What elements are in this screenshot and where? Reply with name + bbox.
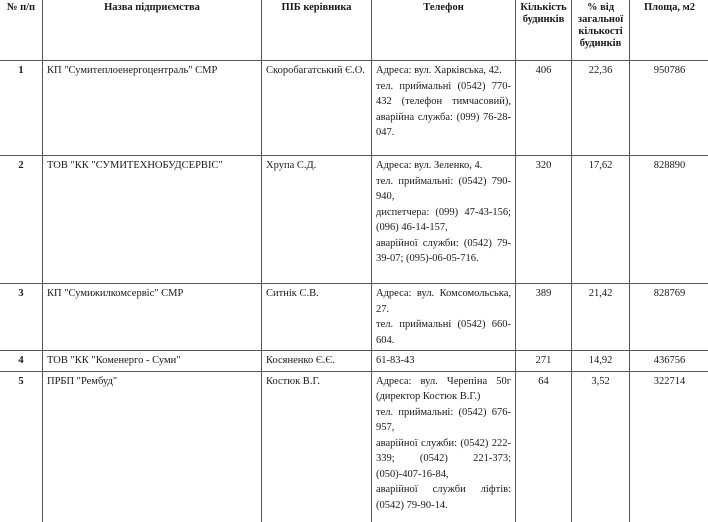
cell-phone <box>372 61 516 156</box>
phone-line: Адреса: вул. Зеленко, 4. <box>376 160 483 171</box>
cell-area: 950786 <box>630 61 708 156</box>
phone-line: тел. приймальні: (0542) 676-957, <box>376 406 511 433</box>
cell-company: КП "Сумижилкомсервіс" СМР <box>43 284 262 351</box>
phone-line: Адреса: вул. Комсомольська, 27. <box>376 288 511 315</box>
phone-line: тел. приймальні: (0542) 790-940, <box>376 175 511 202</box>
cell-buildings: 64 <box>516 371 572 522</box>
cell-buildings: 389 <box>516 284 572 351</box>
header-phone: Телефон <box>372 0 516 61</box>
phone-line: тел. приймальні (0542) 770-432 (телефон тимчасовий), аварійна служба: (099) 76-28-047. <box>376 80 511 138</box>
cell-company: КП "Сумитеплоенергоцентраль" СМР <box>43 61 262 156</box>
cell-director: Костюк В.Г. <box>262 371 372 522</box>
phone-line: аварійної служби: (0542) 222-339; (0542) 221-373; (050)-407-16-84, <box>376 437 511 480</box>
cell-num: 3 <box>0 284 43 351</box>
cell-director: Ситнік С.В. <box>262 284 372 351</box>
cell-phone <box>372 284 516 351</box>
table-header-row <box>0 0 708 61</box>
table-row <box>0 61 708 156</box>
cell-area: 828769 <box>630 284 708 351</box>
header-num: № п/п <box>0 0 43 61</box>
cell-area: 828890 <box>630 156 708 284</box>
cell-num: 2 <box>0 156 43 284</box>
cell-buildings: 320 <box>516 156 572 284</box>
header-director: ПІБ керівника <box>262 0 372 61</box>
table-row <box>0 156 708 284</box>
phone-line: Адреса: вул. Харківська, 42. <box>376 65 502 76</box>
cell-phone <box>372 371 516 522</box>
cell-percent: 14,92 <box>572 351 630 372</box>
cell-company: ПРБП "Рембуд" <box>43 371 262 522</box>
table-row <box>0 284 708 351</box>
cell-buildings: 406 <box>516 61 572 156</box>
cell-num: 1 <box>0 61 43 156</box>
header-company: Назва підприємства <box>43 0 262 61</box>
table-row <box>0 371 708 522</box>
table-row <box>0 351 708 372</box>
cell-percent: 17,62 <box>572 156 630 284</box>
phone-line: аварійної служби ліфтів: (0542) 79-90-14. <box>376 484 511 511</box>
phone-line: Адреса: вул. Черепіна 50г (директор Костюк В.Г.) <box>376 375 511 402</box>
cell-director: Хрупа С.Д. <box>262 156 372 284</box>
cell-director: Косяненко Є.Є. <box>262 351 372 372</box>
cell-phone <box>372 156 516 284</box>
cell-company: ТОВ "КК "Коменерго - Суми" <box>43 351 262 372</box>
cell-director: Скоробагатський Є.О. <box>262 61 372 156</box>
phone-line: диспетчера: (099) 47-43-156; (096) 46-14-157, <box>376 206 511 233</box>
cell-company: ТОВ "КК "СУМИТЕХНОБУДСЕРВІС" <box>43 156 262 284</box>
cell-area: 322714 <box>630 371 708 522</box>
cell-percent: 22,36 <box>572 61 630 156</box>
cell-num: 4 <box>0 351 43 372</box>
header-area: Площа, м2 <box>630 0 708 61</box>
phone-line: аварійної служби: (0542) 79-39-07; (095)-06-05-716. <box>376 237 511 264</box>
cell-area: 436756 <box>630 351 708 372</box>
cell-buildings: 271 <box>516 351 572 372</box>
header-buildings: Кількість будинків <box>516 0 572 61</box>
cell-phone <box>372 351 516 372</box>
header-percent: % від загальної кількості будинків <box>572 0 630 61</box>
phone-line: тел. приймальні (0542) 660-604. <box>376 319 511 346</box>
cell-num: 5 <box>0 371 43 522</box>
phone-line: 61-83-43 <box>376 355 415 366</box>
cell-percent: 3,52 <box>572 371 630 522</box>
cell-percent: 21,42 <box>572 284 630 351</box>
